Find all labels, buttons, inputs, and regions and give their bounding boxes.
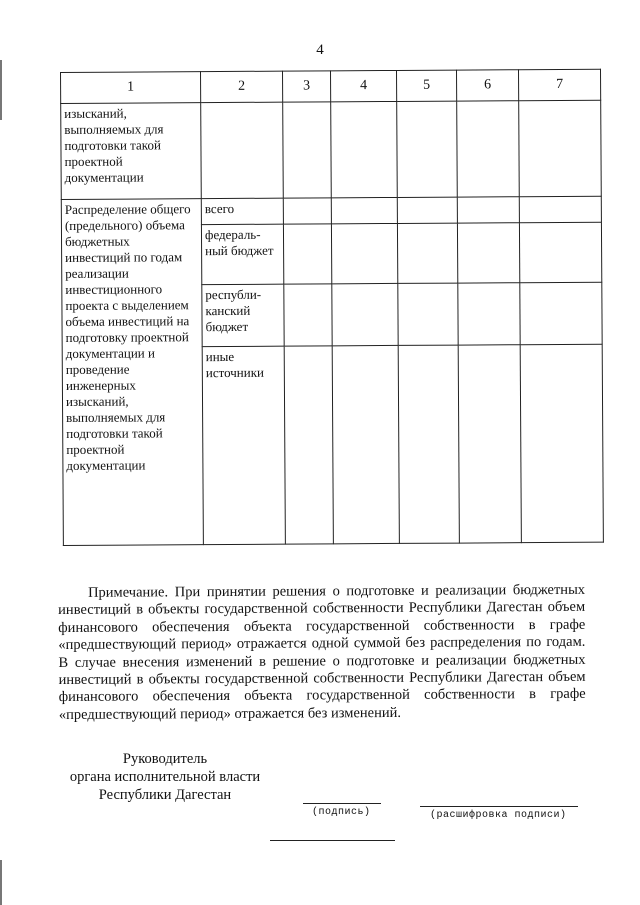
table-cell bbox=[398, 345, 459, 543]
table-header-row bbox=[61, 69, 601, 103]
table-cell bbox=[332, 283, 398, 345]
table-cell bbox=[458, 283, 520, 345]
scan-edge-mark bbox=[0, 860, 2, 905]
signature-line bbox=[303, 803, 381, 804]
signature-decode-line bbox=[420, 806, 578, 807]
column-header: 4 bbox=[330, 70, 396, 101]
table-cell bbox=[332, 345, 399, 543]
column-header: 1 bbox=[61, 72, 201, 104]
table-cell bbox=[284, 346, 333, 544]
signer-region: Республики Дагестан bbox=[98, 787, 232, 803]
table-row bbox=[61, 100, 602, 199]
signer-title: Руководитель bbox=[122, 751, 208, 767]
table-cell bbox=[283, 198, 331, 224]
table-cell bbox=[519, 222, 601, 282]
bottom-rule bbox=[270, 840, 395, 841]
table-cell bbox=[520, 344, 603, 542]
table-cell bbox=[519, 196, 601, 223]
table-cell bbox=[457, 101, 520, 197]
table-cell bbox=[457, 223, 519, 283]
table-cell bbox=[458, 345, 521, 543]
table-cell bbox=[283, 102, 332, 198]
signature-decode-caption: (расшифровка подписи) bbox=[430, 810, 567, 821]
table-cell bbox=[519, 100, 602, 196]
signer-block bbox=[55, 750, 275, 804]
table-row bbox=[61, 196, 601, 225]
table-cell bbox=[331, 223, 397, 283]
scan-edge-mark bbox=[0, 60, 2, 120]
column-header: 3 bbox=[282, 71, 330, 102]
column-header: 5 bbox=[396, 70, 456, 101]
note-text: Примечание. При принятии решения о подготовке и реализации бюджетных инвестиций в объекты государственной собственности Республики Дагестан объем финансового обеспечения объекта государственной собственности в графе «предшествующий период» отражается одной суммой без распределения по годам. В случае внесения изменений в решение о подготовке и реализации бюджетных инвестиций в объекты государственной собственности Республики Дагестан объем финансового обеспечения объекта государственной собственности в графе «предшествующий период» отражается без изменений. bbox=[58, 581, 586, 723]
signature-caption: (подпись) bbox=[312, 807, 371, 818]
table-cell bbox=[331, 101, 398, 197]
budget-investment-table bbox=[60, 69, 604, 546]
table-cell-description: изысканий, выполняемых для подготовки такой проектной документации bbox=[61, 103, 202, 200]
table-cell-source: иные источники bbox=[202, 346, 285, 544]
note-paragraph bbox=[58, 582, 586, 724]
table-cell bbox=[398, 283, 458, 345]
column-header: 2 bbox=[201, 71, 283, 103]
signer-organization: органа исполнительной власти bbox=[69, 769, 261, 785]
table-cell bbox=[457, 197, 519, 223]
table-cell bbox=[331, 197, 397, 223]
table-cell bbox=[397, 101, 458, 197]
table-cell-source: федераль-ный бюджет bbox=[201, 224, 283, 284]
table-cell bbox=[284, 284, 332, 346]
table-cell-description: Распределение общего (предельного) объема бюджетных инвестиций по годам реализации инвестиционного проекта с выделением объема инвестиций на подготовку проектной документации и проведение инженерных изысканий, выполняемых для подготовки такой проектной документации bbox=[61, 199, 203, 546]
table-cell bbox=[283, 224, 331, 284]
table-cell bbox=[201, 102, 284, 198]
column-header: 6 bbox=[456, 70, 518, 101]
table-cell bbox=[397, 223, 457, 283]
table-cell bbox=[520, 282, 602, 344]
page-number: 4 bbox=[316, 42, 324, 58]
table-cell-source: всего bbox=[201, 198, 283, 225]
table-cell bbox=[397, 197, 457, 223]
table-cell-source: республи-канский бюджет bbox=[202, 284, 284, 346]
column-header: 7 bbox=[518, 69, 600, 101]
